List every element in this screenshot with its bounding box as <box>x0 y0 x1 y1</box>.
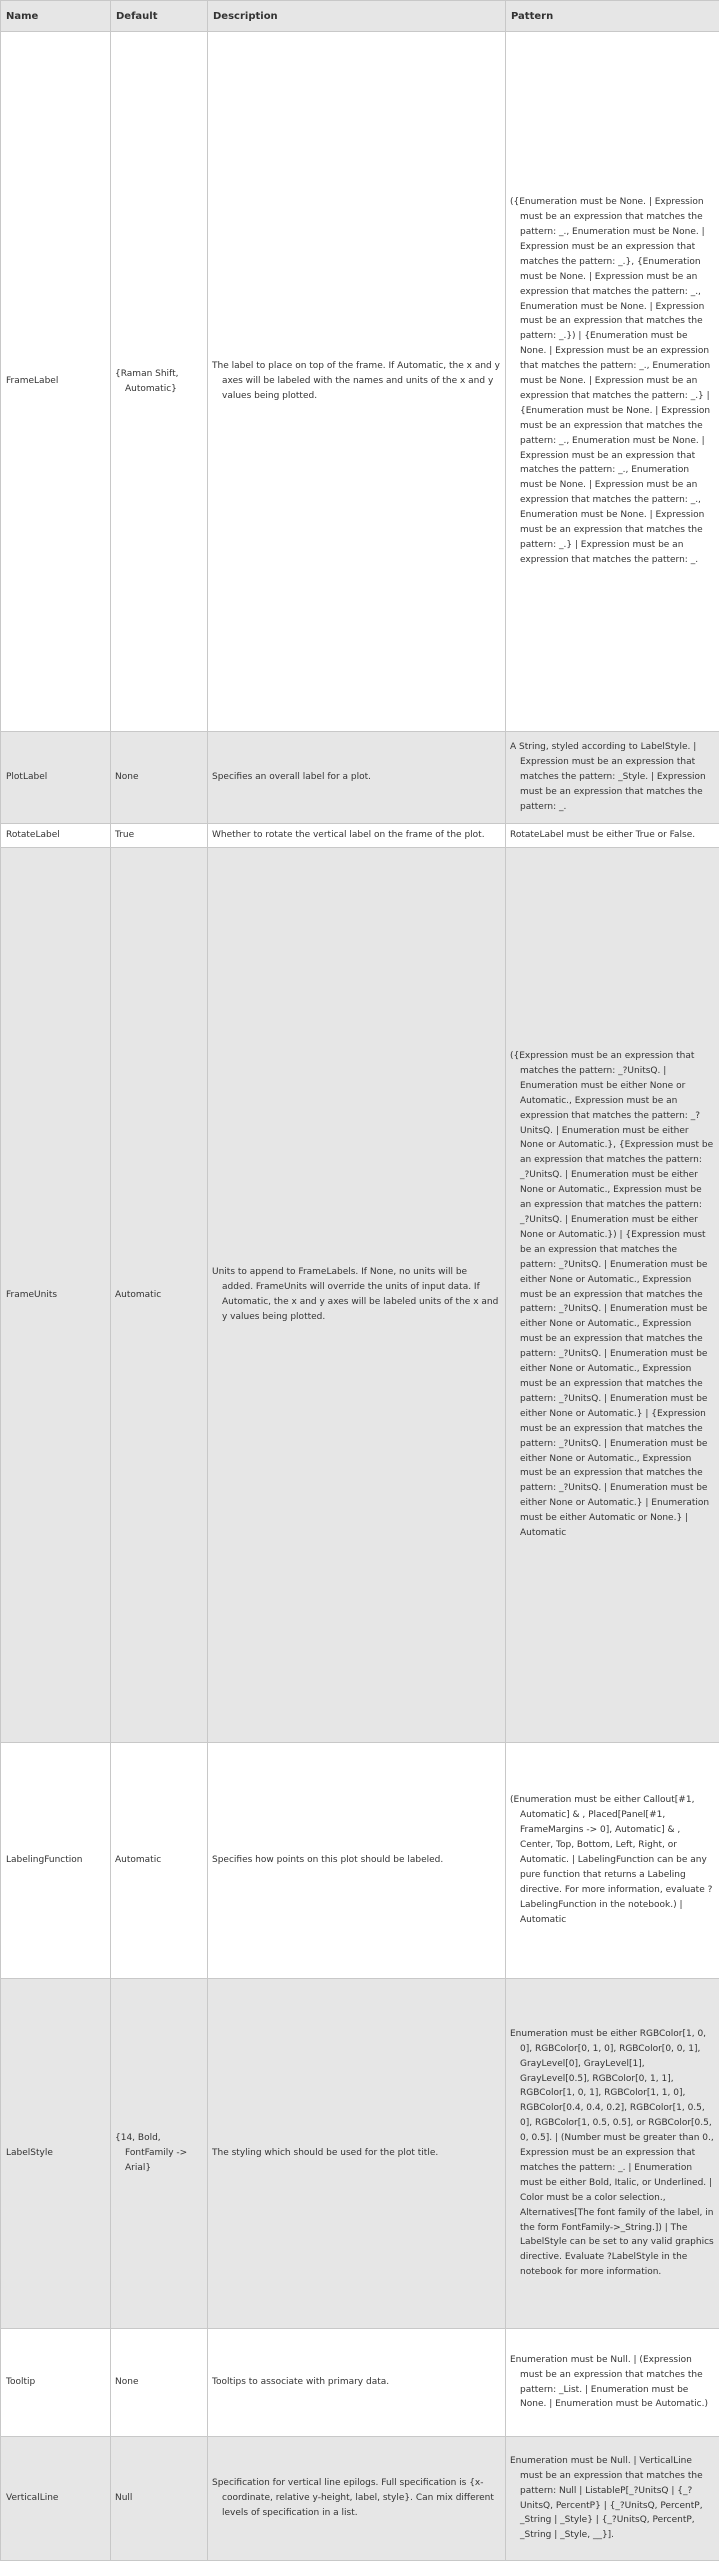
option-name: FrameLabel <box>1 32 111 732</box>
header-name: Name <box>1 1 111 32</box>
option-default: Automatic <box>111 1743 208 1979</box>
option-pattern: ({Expression must be an expression that matches the pattern: _?UnitsQ. | Enumeration must be either None or Automatic., Expression must be an expression that matches the pattern: _?UnitsQ. | Enumeration must be either None or Automatic.}, {Expression must be an expression that matches the pattern: _?UnitsQ. | Enumeration must be either None or Automatic., Expression must be an expression that matches the pattern: _?UnitsQ. | Enumeration must be either None or Automatic.}) | {Expression must be an expression that matches the pattern: _?UnitsQ. | Enumeration must be either None or Automatic., Expression must be an expression that matches the pattern: _?UnitsQ. | Enumeration must be either None or Automatic., Expression must be an expression that matches the pattern: _?UnitsQ. | Enumeration must be either None or Automatic., Expression must be an expression that matches the pattern: _?UnitsQ. | Enumeration must be either None or Automatic.} | {Expression must be an expression that matches the pattern: _?UnitsQ. | Enumeration must be either None or Automatic., Expression must be an expression that matches the pattern: _?UnitsQ. | Enumeration must be either None or Automatic.} | Enumeration must be either Automatic or None.} | Automatic <box>506 848 719 1743</box>
option-pattern: A String, styled according to LabelStyle. | Expression must be an expression that matches the pattern: _Style. | Expression must be an expression that matches the pattern: _. <box>506 732 719 824</box>
option-default: {14, Bold, FontFamily -> Arial} <box>111 1979 208 2329</box>
option-description: Tooltips to associate with primary data. <box>208 2329 506 2437</box>
option-pattern: Enumeration must be Null. | (Expression must be an expression that matches the pattern: _List. | Enumeration must be None. | Enumeration must be Automatic.) <box>506 2329 719 2437</box>
table-row <box>1 2437 719 2561</box>
header-row <box>1 1 719 32</box>
option-pattern: ({Enumeration must be None. | Expression must be an expression that matches the pattern: _., Enumeration must be None. | Expression must be an expression that matches the pattern: _.}, {Enumeration must be None. | Expression must be an expression that matches the pattern: _., Enumeration must be None. | Expression must be an expression that matches the pattern: _.}) | {Enumeration must be None. | Expression must be an expression that matches the pattern: _., Enumeration must be None. | Expression must be an expression that matches the pattern: _.} | {Enumeration must be None. | Expression must be an expression that matches the pattern: _., Enumeration must be None. | Expression must be an expression that matches the pattern: _., Enumeration must be None. | Expression must be an expression that matches the pattern: _., Enumeration must be None. | Expression must be an expression that matches the pattern: _.} | Expression must be an expression that matches the pattern: _. <box>506 32 719 732</box>
option-name: LabelingFunction <box>1 1743 111 1979</box>
option-name: VerticalLine <box>1 2437 111 2561</box>
header-default: Default <box>111 1 208 32</box>
option-description: The label to place on top of the frame. If Automatic, the x and y axes will be labeled with the names and units of the x and y values being plotted. <box>208 32 506 732</box>
header-description: Description <box>208 1 506 32</box>
option-pattern: RotateLabel must be either True or False. <box>506 824 719 848</box>
option-default: None <box>111 732 208 824</box>
table-row <box>1 824 719 848</box>
option-description: The styling which should be used for the plot title. <box>208 1979 506 2329</box>
option-name: PlotLabel <box>1 732 111 824</box>
option-description: Specifies how points on this plot should be labeled. <box>208 1743 506 1979</box>
table-row <box>1 1979 719 2329</box>
option-description: Specification for vertical line epilogs. Full specification is {x-coordinate, relative y-height, label, style}. Can mix different levels of specification in a list. <box>208 2437 506 2561</box>
header-pattern: Pattern <box>506 1 719 32</box>
table-row <box>1 848 719 1743</box>
option-default: Automatic <box>111 848 208 1743</box>
option-pattern: Enumeration must be either RGBColor[1, 0, 0], RGBColor[0, 1, 0], RGBColor[0, 0, 1], GrayLevel[0], GrayLevel[1], GrayLevel[0.5], RGBColor[0, 1, 1], RGBColor[1, 0, 1], RGBColor[1, 1, 0], RGBColor[0.4, 0.4, 0.2], RGBColor[1, 0.5, 0], RGBColor[1, 0.5, 0.5], or RGBColor[0.5, 0, 0.5]. | (Number must be greater than 0., Expression must be an expression that matches the pattern: _. | Enumeration must be either Bold, Italic, or Underlined. | Color must be a color selection., Alternatives[The font family of the label, in the form FontFamily->_String.]) | The LabelStyle can be set to any valid graphics directive. Evaluate ?LabelStyle in the notebook for more information. <box>506 1979 719 2329</box>
table-row <box>1 2329 719 2437</box>
option-default: {Raman Shift, Automatic} <box>111 32 208 732</box>
option-name: FrameUnits <box>1 848 111 1743</box>
option-default: None <box>111 2329 208 2437</box>
table-row <box>1 1743 719 1979</box>
option-description: Whether to rotate the vertical label on the frame of the plot. <box>208 824 506 848</box>
option-description: Specifies an overall label for a plot. <box>208 732 506 824</box>
option-pattern: Enumeration must be Null. | VerticalLine must be an expression that matches the pattern: Null | ListableP[_?UnitsQ | {_?UnitsQ, PercentP} | {_?UnitsQ, PercentP, _String | _Style} | {_?UnitsQ, PercentP, _String | _Style, __}]. <box>506 2437 719 2561</box>
table-row <box>1 732 719 824</box>
option-name: RotateLabel <box>1 824 111 848</box>
option-description: Units to append to FrameLabels. If None, no units will be added. FrameUnits will override the units of input data. If Automatic, the x and y axes will be labeled units of the x and y values being plotted. <box>208 848 506 1743</box>
option-default: True <box>111 824 208 848</box>
option-name: LabelStyle <box>1 1979 111 2329</box>
option-default: Null <box>111 2437 208 2561</box>
table-row <box>1 32 719 732</box>
option-name: Tooltip <box>1 2329 111 2437</box>
option-pattern: (Enumeration must be either Callout[#1, Automatic] & , Placed[Panel[#1, FrameMargins -> 0], Automatic] & , Center, Top, Bottom, Left, Right, or Automatic. | LabelingFunction can be any pure function that returns a Labeling directive. For more information, evaluate ?LabelingFunction in the notebook.) | Automatic <box>506 1743 719 1979</box>
